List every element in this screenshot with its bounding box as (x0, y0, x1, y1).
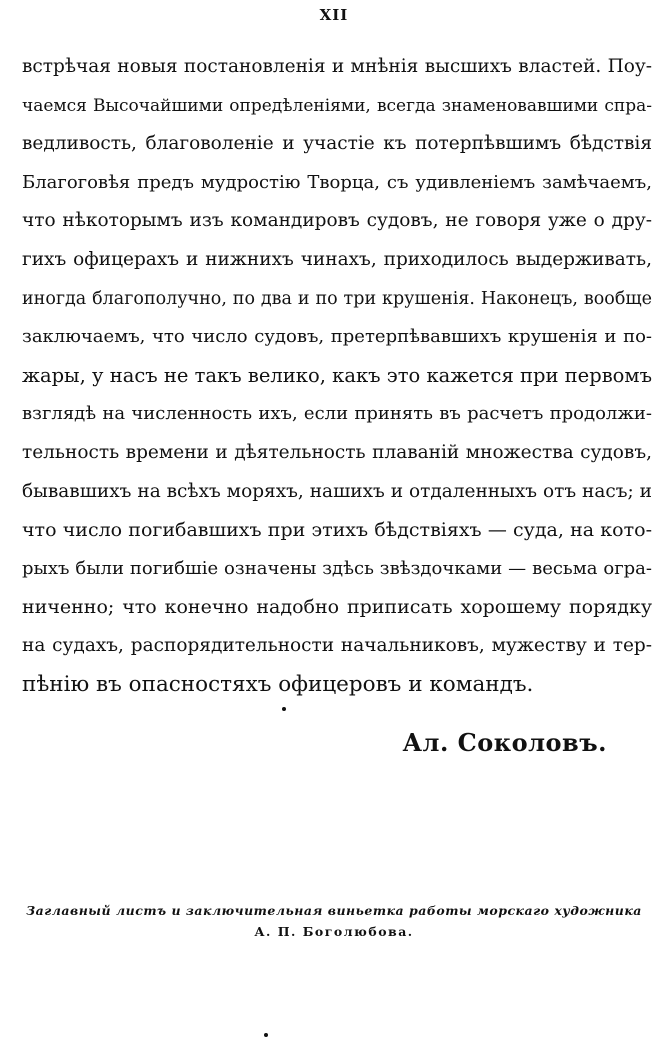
credit-line: Заглавный листъ и заключительная виньетка работы морскаго художника (26, 903, 642, 918)
text-line: тельность времени и дѣятельность плаваній множества судовъ, (22, 441, 652, 463)
text-line: пѣнію въ опасностяхъ офицеровъ и командъ. (22, 671, 534, 697)
text-line: гихъ офицерахъ и нижнихъ чинахъ, приходилось выдерживать, (22, 248, 652, 270)
illustration-credit (0, 900, 668, 942)
credit-line: А. П. Боголюбова. (254, 924, 414, 939)
text-line: бывавшихъ на всѣхъ моряхъ, нашихъ и отдаленныхъ отъ насъ; и (22, 480, 652, 502)
text-line: иногда благополучно, по два и по три крушенія. Наконецъ, вообще (22, 288, 652, 309)
text-line: чаемся Высочайшими опредѣленіями, всегда знаменовавшими спра- (22, 95, 652, 116)
ink-speck (282, 707, 286, 711)
text-line: заключаемъ, что число судовъ, претерпѣвавшихъ крушенія и по- (22, 326, 652, 348)
text-line: что нѣкоторымъ изъ командировъ судовъ, не говоря уже о дру- (22, 210, 652, 232)
page-number: XII (319, 6, 349, 24)
signature: Ал. Соколовъ. (402, 728, 607, 757)
text-line: ведливость, благоволеніе и участіе къ потерпѣвшимъ бѣдствія (22, 133, 652, 155)
text-line: жары, у насъ не такъ велико, какъ это кажется при первомъ (22, 363, 652, 387)
text-line: на судахъ, распорядительности начальниковъ, мужеству и тер- (22, 634, 652, 656)
text-line: встрѣчая новыя постановленія и мнѣнія высшихъ властей. Поу- (22, 56, 652, 77)
text-line: взглядѣ на численность ихъ, если принять въ расчетъ продолжи- (22, 403, 652, 425)
text-line: ниченно; что конечно надобно приписать хорошему порядку (22, 596, 652, 619)
text-line: рыхъ были погибшіе означены здѣсь звѣздочками — весьма огра- (22, 557, 652, 579)
text-line: Благоговѣя предъ мудростію Творца, съ удивленіемъ замѣчаемъ, (22, 171, 652, 193)
body-text (22, 48, 652, 704)
text-line: что число погибавшихъ при этихъ бѣдствіяхъ — суда, на кото- (22, 519, 652, 542)
ink-speck (264, 1033, 268, 1037)
